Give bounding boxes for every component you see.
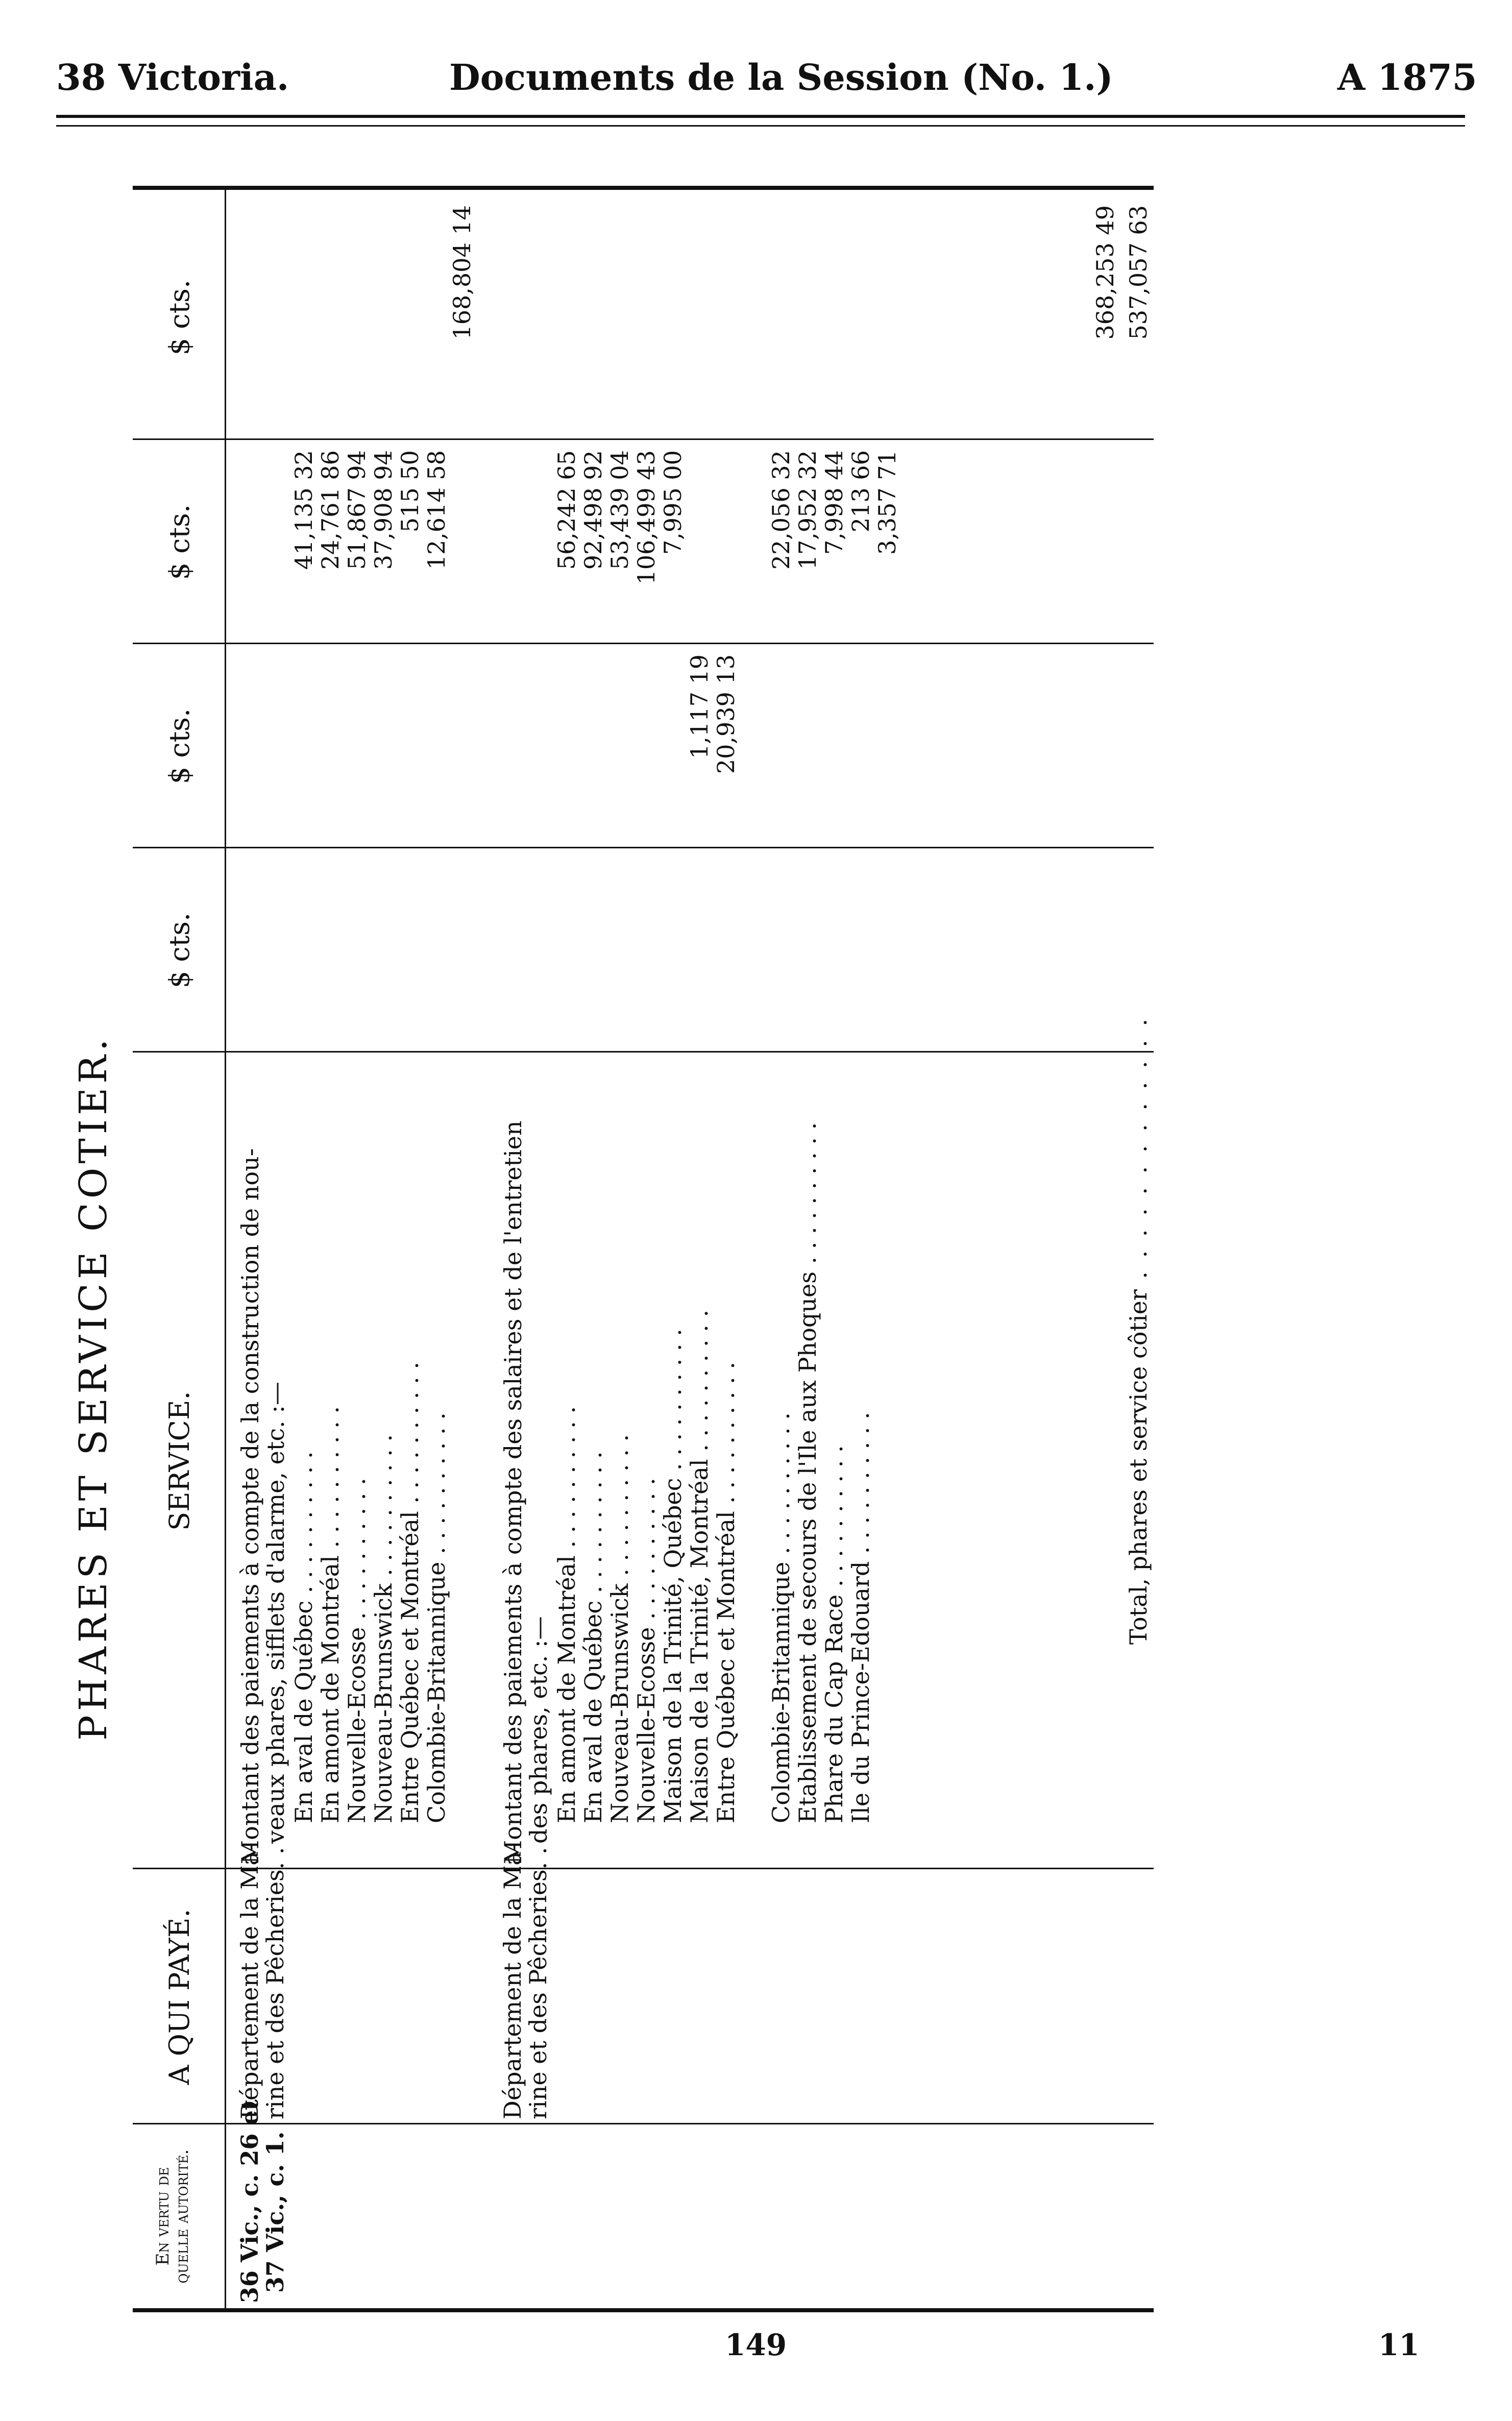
payee-line: rine et des Pêcheries. . [261, 1847, 289, 2119]
header-left: 38 Victoria. [56, 56, 289, 99]
section1-heading: veaux phares, sifflets d'alarme, etc. :— [262, 1382, 289, 1844]
section2-item-label: Phare du Cap Race . . . . . . . . . . [820, 1445, 848, 1823]
section2-item-label: En amont de Montréal . . . . . . . . . . [553, 1406, 580, 1823]
payee-line: Département de la Ma- [499, 1843, 526, 2119]
col-divider [133, 1051, 1154, 1053]
section2-item-label: Entre Québec et Montréal . . . . . . . . . . [712, 1361, 740, 1823]
section2-item-label: Maison de la Trinité, Québec . . . . . . . . . . [659, 1329, 687, 1823]
section2-item-amount: 53,439 04 [606, 450, 633, 570]
section2-item-subamount: 1,117 19 [686, 654, 713, 759]
col-amount4-header: $ cts. [163, 279, 196, 356]
col-amount3-header: $ cts. [163, 504, 196, 580]
section1-item-amount: 515 50 [396, 450, 424, 532]
section2-heading: Montant des paiements à compte des salaires et de l'entretien [499, 1120, 527, 1864]
section1-item-amount: 41,135 32 [290, 450, 318, 570]
section2-item-amount: 7,998 44 [820, 450, 848, 555]
section2-item-label: Colombie-Britannique . . . . . . . . . . [767, 1412, 795, 1823]
header-rule [56, 115, 1465, 118]
section2-heading: des phares, etc. :— [525, 1616, 552, 1844]
section2-item-amount: 213 66 [847, 450, 874, 532]
col-divider [133, 643, 1154, 644]
section1-item-label: En amont de Montréal . . . . . . . . . . [316, 1406, 344, 1823]
header-right: A 1875 [1337, 56, 1477, 99]
section2-item-label: Nouveau-Brunswick . . . . . . . . . . [606, 1434, 633, 1823]
grand-total-label [1126, 1016, 1151, 1645]
page-number: 149 [725, 2328, 787, 2362]
leader-dots: . . . . . . . . . . . . . [1125, 1015, 1152, 1290]
section1-item-label: En aval de Québec . . . . . . . . . . [290, 1451, 318, 1823]
header-rule-thin [56, 125, 1465, 127]
section2-item-label: En aval de Québec . . . . . . . . . . [579, 1451, 607, 1823]
section2-item-amount: 22,056 32 [767, 450, 795, 570]
section2-item-amount: 56,242 65 [553, 450, 580, 570]
section1-item-amount: 12,614 58 [423, 450, 450, 570]
section1-item-amount: 24,761 86 [316, 450, 344, 570]
section2-item-amount: 17,952 32 [794, 450, 821, 570]
grand-total-amount: 537,057 63 [1125, 205, 1152, 340]
section1-item-label: Colombie-Britannique . . . . . . . . . . [423, 1412, 450, 1823]
authority-line: 36 Vic., c. 26 et [236, 2099, 263, 2303]
payee-line: Département de la Ma- [236, 1843, 263, 2119]
section2-total: 368,253 49 [1091, 205, 1119, 340]
table-title: PHARES ET SERVICE COTIER. [71, 1035, 115, 1741]
col-amount1-header: $ cts. [163, 912, 196, 989]
payee-line: rine et des Pêcheries. . [524, 1847, 552, 2119]
section2-item-amount: 92,498 92 [579, 450, 607, 570]
section2-item-amount: 106,499 43 [632, 450, 660, 585]
section2-item-label: Etablissement de secours de l'Ile aux Phoques . . . . . . . . . . [794, 1122, 821, 1823]
col-divider [133, 2123, 1154, 2124]
header-separator [225, 190, 226, 2308]
section1-item-label: Nouvelle-Ecosse . . . . . . . . . . [343, 1478, 371, 1823]
rotated-table-page [71, 174, 1358, 2343]
authority-line: 37 Vic., c. 1. [261, 2131, 289, 2293]
col-service-header: SERVICE. [163, 1391, 196, 1531]
section1-item-amount: 51,867 94 [343, 450, 371, 570]
col-divider [133, 438, 1154, 440]
section2-item-label: Nouvelle-Ecosse . . . . . . . . . . [632, 1478, 660, 1823]
col-amount2-header: $ cts. [163, 708, 196, 785]
header-center: Documents de la Session (No. 1.) [449, 56, 1113, 99]
section1-total: 168,804 14 [448, 205, 476, 340]
section1-item-label: Entre Québec et Montréal . . . . . . . . . . [396, 1361, 424, 1823]
signature-mark: 11 [1378, 2328, 1420, 2362]
col-payee-header: A QUI PAYÉ. [163, 1909, 196, 2085]
section2-item-amount: 7,995 00 [659, 450, 687, 555]
section1-item-amount: 37,908 94 [370, 450, 397, 570]
col-divider [133, 847, 1154, 848]
section2-item-label: Maison de la Trinité, Montréal . . . . . . . . . . [686, 1309, 713, 1823]
table-frame [133, 186, 1154, 2312]
section2-item-label: Ile du Prince-Edouard . . . . . . . . . . [847, 1412, 874, 1823]
col-authority-header: En vertu de quelle autorité. [153, 2149, 192, 2284]
section2-last-amount: 3,357 71 [873, 450, 901, 555]
section1-heading: Montant des paiements à compte de la construction de nou- [236, 1148, 264, 1864]
grand-total-text: Total, phares et service côtier [1125, 1289, 1152, 1645]
section1-item-label: Nouveau-Brunswick . . . . . . . . . . [370, 1434, 397, 1823]
section2-item-subamount: 20,939 13 [712, 654, 740, 774]
